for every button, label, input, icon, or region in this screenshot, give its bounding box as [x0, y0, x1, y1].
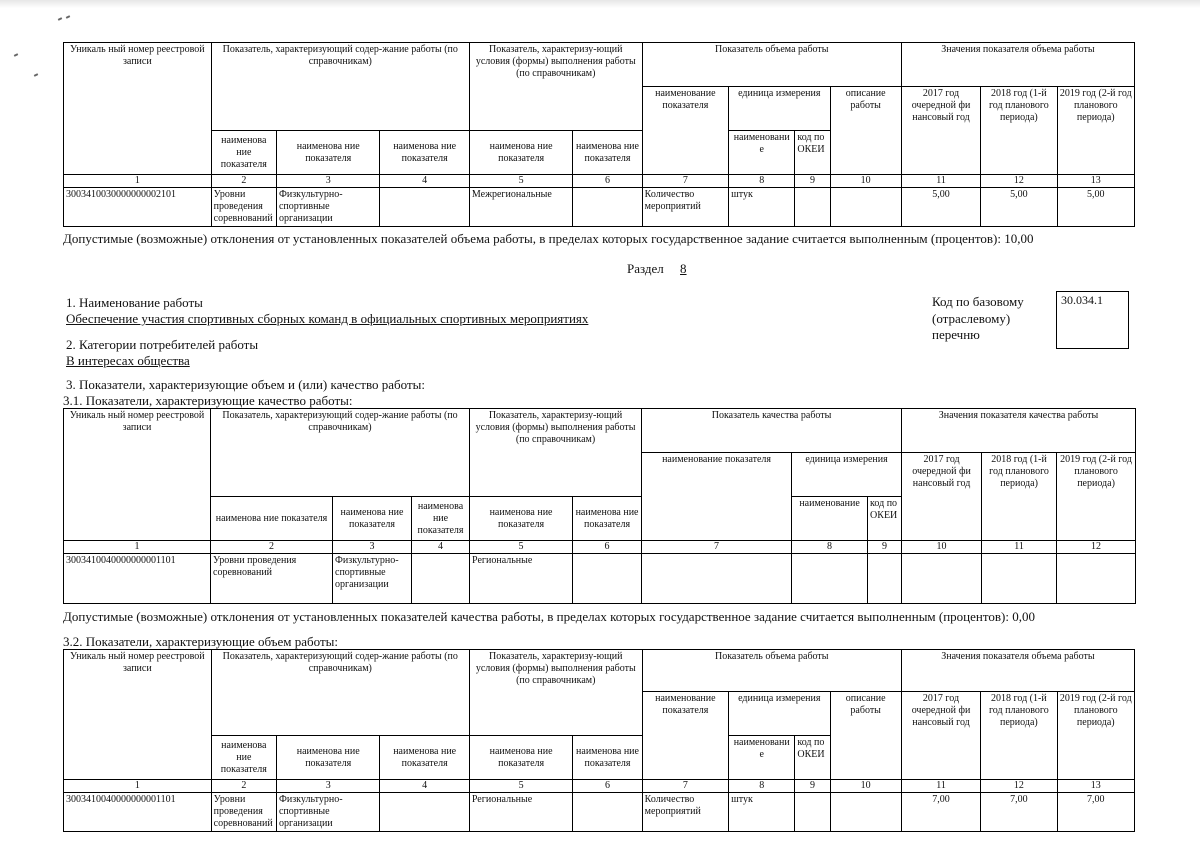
- base-code-label-3: перечню: [932, 327, 980, 342]
- header-conditions-group: [469, 650, 642, 736]
- cell-value-2019: 7,00: [1057, 793, 1134, 832]
- col-number: 3: [276, 780, 379, 793]
- col-number: 1: [64, 541, 211, 554]
- col-number: 5: [469, 175, 572, 188]
- header-content-name-1: наименова ние показателя: [211, 497, 333, 541]
- header-conditions-group: [470, 409, 642, 497]
- cell-empty: [1057, 554, 1136, 604]
- header-conditions-name-2: наименова ние показателя: [573, 736, 642, 780]
- header-unit: единица измерения: [729, 692, 830, 736]
- consumers-label: 2. Категории потребителей работы: [66, 337, 259, 352]
- header-conditions-sub: (по справочникам): [515, 434, 596, 445]
- col-number: 9: [868, 541, 902, 554]
- header-content-name-2: наименова ние показателя: [276, 736, 379, 780]
- header-content-name-2: наименова ние показателя: [333, 497, 412, 541]
- cell-empty: [573, 188, 642, 227]
- col-number: 11: [901, 780, 980, 793]
- header-year-2017: 2017 год очередной фи нансовый год: [901, 87, 980, 175]
- col-number: 4: [380, 175, 469, 188]
- cell-content-2: Физкультурно-спортивные организации: [276, 793, 379, 832]
- registry-number: 3003410030000000002101: [64, 188, 212, 227]
- cell-empty: [795, 188, 830, 227]
- cell-content-2: Физкультурно-спортивные организации: [333, 554, 412, 604]
- cell-empty: [982, 554, 1057, 604]
- header-okei: код по ОКЕИ: [795, 736, 830, 780]
- cell-empty: [412, 554, 470, 604]
- header-year-2019: 2019 год (2-й год планового периода): [1057, 87, 1134, 175]
- header-unit-name: наименовани е: [729, 131, 795, 175]
- header-conditions-name-2: наименова ние показателя: [573, 497, 642, 541]
- header-content-group: Показатель, характеризующий содер-жание работы (по справочникам): [211, 650, 469, 736]
- header-content-group: Показатель, характеризующий содер-жание работы (по справочникам): [211, 409, 470, 497]
- col-number: 9: [795, 175, 830, 188]
- base-code-label-2: (отраслевому): [932, 311, 1011, 326]
- table-row: [64, 793, 1135, 832]
- col-number: 1: [64, 780, 212, 793]
- header-conditions-name-1: наименова ние показателя: [470, 497, 573, 541]
- cell-value-2018: 7,00: [981, 793, 1057, 832]
- col-number: 3: [276, 175, 379, 188]
- cell-empty: [830, 188, 901, 227]
- header-values-group: Значения показателя объема работы: [901, 650, 1134, 692]
- col-number: 6: [573, 780, 642, 793]
- header-year-2018: 2018 год (1-й год планового периода): [981, 692, 1057, 780]
- header-unit-name: наименовани е: [729, 736, 795, 780]
- section-number: 8: [680, 261, 687, 276]
- col-number: 6: [573, 175, 642, 188]
- cell-conditions-1: Межрегиональные: [469, 188, 572, 227]
- base-code-label-1: Код по базовому: [932, 294, 1024, 309]
- col-number: 5: [469, 780, 572, 793]
- header-quality-group: Показатель качества работы: [642, 409, 902, 453]
- cell-content-1: Уровни проведения соревнований: [211, 554, 333, 604]
- quality-table: [63, 408, 1136, 604]
- cell-empty: [380, 188, 469, 227]
- header-year-2019: 2019 год (2-й год планового периода): [1057, 453, 1136, 541]
- col-number: 8: [729, 780, 795, 793]
- col-number: 11: [901, 175, 980, 188]
- cell-empty: [795, 793, 830, 832]
- col-number: 2: [211, 780, 276, 793]
- header-conditions-name-1: наименова ние показателя: [469, 131, 572, 175]
- cell-empty: [830, 793, 901, 832]
- header-values-group: Значения показателя качества работы: [902, 409, 1136, 453]
- header-unit: единица измерения: [729, 87, 830, 131]
- col-number: 2: [211, 175, 276, 188]
- header-volume-group: Показатель объема работы: [642, 43, 901, 87]
- col-number: 3: [333, 541, 412, 554]
- header-conditions-title: Показатель, характеризу-ющий условия (формы) выполнения работы: [475, 651, 636, 674]
- col-number: 12: [981, 780, 1057, 793]
- header-content-name-1: наименова ние показателя: [211, 736, 276, 780]
- col-number: 2: [211, 541, 333, 554]
- indicators-label: 3. Показатели, характеризующие объем и (или) качество работы:: [66, 377, 425, 392]
- cell-empty: [573, 554, 642, 604]
- col-number: 1: [64, 175, 212, 188]
- header-unit-name: наименование: [792, 497, 868, 541]
- header-conditions-sub: (по справочникам): [516, 675, 596, 686]
- cell-conditions-1: Региональные: [470, 554, 573, 604]
- cell-content-2: Физкультурно-спортивные организации: [276, 188, 379, 227]
- scan-top-edge: [0, 0, 1200, 8]
- scan-mark: [58, 17, 62, 21]
- header-registry: Уникаль ный номер реестровой записи: [64, 650, 212, 780]
- header-volume-group: Показатель объема работы: [642, 650, 901, 692]
- header-okei: код по ОКЕИ: [795, 131, 830, 175]
- cell-value-2018: 5,00: [981, 188, 1057, 227]
- header-content-name-3: наименова ние показателя: [380, 736, 469, 780]
- cell-value-2017: 5,00: [901, 188, 980, 227]
- col-number: 7: [642, 175, 728, 188]
- work-name-label: 1. Наименование работы: [66, 295, 203, 310]
- consumers-value: В интересах общества: [66, 353, 190, 368]
- header-indicator-name: наименование показателя: [642, 87, 728, 175]
- cell-empty: [573, 793, 642, 832]
- header-description: описание работы: [830, 692, 901, 780]
- deviation-quality: Допустимые (возможные) отклонения от установленных показателей качества работы, в пределах которых государственное задание считается выполненным (процентов): 0,00: [63, 609, 1035, 624]
- registry-number: 3003410040000000001101: [64, 554, 211, 604]
- col-number: 13: [1057, 780, 1134, 793]
- header-indicator-name: наименование показателя: [642, 692, 728, 780]
- col-number: 4: [412, 541, 470, 554]
- header-unit: единица измерения: [792, 453, 902, 497]
- header-content-name-2: наименова ние показателя: [276, 131, 379, 175]
- header-conditions-name-2: наименова ние показателя: [573, 131, 642, 175]
- header-conditions-title: Показатель, характеризу-ющий условия (формы) выполнения работы: [475, 410, 636, 433]
- table-row: [64, 188, 1135, 227]
- section-heading: [627, 261, 687, 276]
- cell-empty: [380, 793, 469, 832]
- cell-indicator-name: Количество мероприятий: [642, 188, 728, 227]
- col-number: 8: [792, 541, 868, 554]
- col-number: 7: [642, 541, 792, 554]
- cell-empty: [792, 554, 868, 604]
- registry-number: 3003410040000000001101: [64, 793, 212, 832]
- col-number: 11: [982, 541, 1057, 554]
- cell-empty: [868, 554, 902, 604]
- scan-mark: [66, 15, 70, 19]
- cell-empty: [642, 554, 792, 604]
- header-conditions-title: Показатель, характеризу-ющий условия (формы) выполнения работы: [475, 44, 636, 67]
- cell-empty: [902, 554, 982, 604]
- col-number: 12: [1057, 541, 1136, 554]
- scan-mark: [14, 53, 18, 57]
- header-registry: Уникаль ный номер реестровой записи: [64, 43, 212, 175]
- volume-table-2: [63, 649, 1135, 832]
- header-conditions-name-1: наименова ние показателя: [469, 736, 572, 780]
- header-conditions-group: [469, 43, 642, 131]
- work-name-value: Обеспечение участия спортивных сборных команд в официальных спортивных мероприятиях: [66, 311, 589, 326]
- cell-content-1: Уровни проведения соревнований: [211, 188, 276, 227]
- col-number: 6: [573, 541, 642, 554]
- cell-indicator-name: Количество мероприятий: [642, 793, 728, 832]
- col-number: 8: [729, 175, 795, 188]
- section-label: Раздел: [627, 261, 664, 276]
- header-year-2017: 2017 год очередной фи нансовый год: [901, 692, 980, 780]
- base-code-box: 30.034.1: [1056, 291, 1129, 349]
- col-number: 5: [470, 541, 573, 554]
- header-year-2017: 2017 год очередной фи нансовый год: [902, 453, 982, 541]
- cell-unit-name: штук: [729, 188, 795, 227]
- col-number: 4: [380, 780, 469, 793]
- header-registry: Уникаль ный номер реестровой записи: [64, 409, 211, 541]
- col-number: 7: [642, 780, 728, 793]
- volume-table-1: [63, 42, 1135, 227]
- header-year-2018: 2018 год (1-й год планового периода): [981, 87, 1057, 175]
- header-okei: код по ОКЕИ: [868, 497, 902, 541]
- deviation-volume-1: Допустимые (возможные) отклонения от установленных показателей объема работы, в пределах которых государственное задание считается выполненным (процентов): 10,00: [63, 231, 1034, 246]
- header-content-name-1: наименова ние показателя: [211, 131, 276, 175]
- header-conditions-sub: (по справочникам): [516, 68, 596, 79]
- volume-label: 3.2. Показатели, характеризующие объем работы:: [63, 634, 338, 649]
- quality-label: 3.1. Показатели, характеризующие качество работы:: [63, 393, 353, 408]
- header-content-name-3: наименова ние показателя: [412, 497, 470, 541]
- col-number: 10: [830, 780, 901, 793]
- cell-unit-name: штук: [729, 793, 795, 832]
- header-indicator-name: наименование показателя: [642, 453, 792, 541]
- cell-value-2019: 5,00: [1057, 188, 1134, 227]
- header-year-2018: 2018 год (1-й год планового периода): [982, 453, 1057, 541]
- col-number: 9: [795, 780, 830, 793]
- cell-conditions-1: Региональные: [469, 793, 572, 832]
- cell-value-2017: 7,00: [901, 793, 980, 832]
- header-year-2019: 2019 год (2-й год планового периода): [1057, 692, 1134, 780]
- header-description: описание работы: [830, 87, 901, 175]
- header-content-group: Показатель, характеризующий содер-жание работы (по справочникам): [211, 43, 469, 131]
- header-values-group: Значения показателя объема работы: [901, 43, 1134, 87]
- scan-mark: [34, 73, 38, 77]
- header-content-name-3: наименова ние показателя: [380, 131, 469, 175]
- cell-content-1: Уровни проведения соревнований: [211, 793, 276, 832]
- table-row: [64, 554, 1136, 604]
- col-number: 13: [1057, 175, 1134, 188]
- col-number: 10: [902, 541, 982, 554]
- col-number: 12: [981, 175, 1057, 188]
- col-number: 10: [830, 175, 901, 188]
